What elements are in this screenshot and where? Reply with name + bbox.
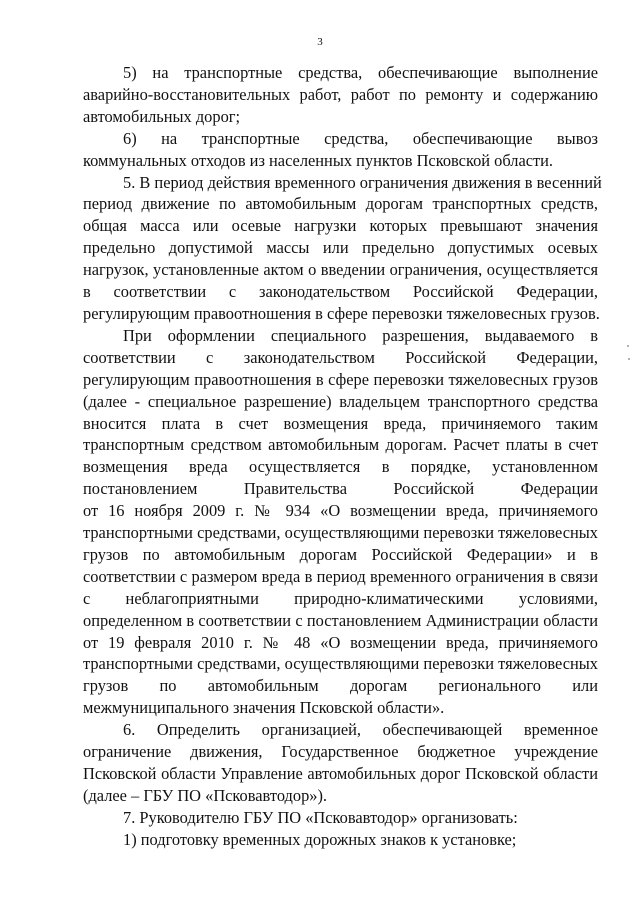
text-line: от 16 ноября 2009 г. № 934 «О возмещении вреда, причиняемого bbox=[83, 501, 598, 521]
text-line: (далее – ГБУ ПО «Псковавтодор»). bbox=[83, 785, 328, 805]
text-line: возмещения вреда осуществляется в порядке, установленном bbox=[83, 457, 598, 477]
text-line: 5) на транспортные средства, обеспечивающие выполнение bbox=[123, 63, 598, 82]
text-line: вносится плата в счет возмещения вреда, причиняемого таким bbox=[83, 413, 598, 433]
text-line: При оформлении специального разрешения, выдаваемого в bbox=[123, 325, 598, 345]
text-line: с неблагоприятными природно-климатическими условиями, bbox=[83, 588, 598, 608]
text-line: от 19 февраля 2010 г. № 48 «О возмещении вреда, причиняемого bbox=[83, 632, 598, 652]
paragraph-clause-5 bbox=[83, 172, 602, 325]
text-line: постановлением Правительства Российской Федерации bbox=[83, 479, 598, 499]
text-line: грузов по автомобильным дорогам регионального или bbox=[83, 676, 598, 696]
text-line: регулирующим правоотношения в сфере перевозки тяжеловесных грузов. bbox=[83, 303, 600, 323]
text-line: межмуниципального значения Псковской области». bbox=[83, 698, 445, 718]
document-body bbox=[83, 62, 602, 851]
text-line: соответствии с размером вреда в период временного ограничения в связи bbox=[83, 566, 598, 586]
text-line: автомобильных дорог; bbox=[83, 106, 241, 126]
text-line: транспортным средством автомобильным дорогам. Расчет платы в счет bbox=[83, 435, 598, 455]
text-line: регулирующим правоотношения в сфере перевозки тяжеловесных грузов bbox=[83, 369, 598, 389]
text-line: определенном в соответствии с постановлением Администрации области bbox=[83, 610, 598, 630]
paragraph-item-6-waste-transport bbox=[83, 128, 598, 172]
text-line: транспортными средствами, осуществляющими перевозки тяжеловесных bbox=[83, 654, 598, 674]
text-line: нагрузок, установленные актом о введении ограничения, осуществляется bbox=[83, 260, 598, 280]
paragraph-clause-7-item-1 bbox=[83, 829, 598, 851]
text-line: период движение по автомобильным дорогам транспортных средств, bbox=[83, 194, 598, 214]
text-line: транспортными средствами, осуществляющими перевозки тяжеловесных bbox=[83, 523, 598, 543]
text-line: (далее - специальное разрешение) владельцем транспортного средства bbox=[83, 391, 598, 411]
text-line: аварийно-восстановительных работ, работ по ремонту и содержанию bbox=[83, 84, 598, 104]
text-line: ограничение движения, Государственное бюджетное учреждение bbox=[83, 742, 598, 762]
text-line: в соответствии с законодательством Российской Федерации, bbox=[83, 282, 598, 302]
text-line: 1) подготовку временных дорожных знаков к установке; bbox=[123, 829, 517, 849]
paragraph-clause-6 bbox=[83, 719, 598, 807]
text-line: 6) на транспортные средства, обеспечивающие вывоз bbox=[123, 128, 598, 148]
text-line: коммунальных отходов из населенных пунктов Псковской области. bbox=[83, 150, 554, 170]
paragraph-item-5-transport-repair bbox=[83, 62, 598, 128]
page-number: 3 bbox=[317, 36, 323, 48]
paragraph-clause-7 bbox=[83, 807, 598, 829]
scan-speck bbox=[627, 345, 629, 347]
paragraph-special-permit bbox=[83, 325, 598, 719]
text-line: 7. Руководителю ГБУ ПО «Псковавтодор» организовать: bbox=[123, 807, 518, 827]
text-line: Псковской области Управление автомобильных дорог Псковской области bbox=[83, 764, 598, 783]
text-line: предельно допустимой массы или предельно допустимых осевых bbox=[83, 238, 598, 258]
text-line: 5. В период действия временного ограничения движения в весенний bbox=[123, 172, 602, 192]
scan-speck bbox=[628, 358, 630, 360]
text-line: 6. Определить организацией, обеспечивающей временное bbox=[123, 720, 598, 740]
text-line: грузов по автомобильным дорогам Российской Федерации» и в bbox=[83, 544, 598, 564]
text-line: общая масса или осевые нагрузки которых превышают значения bbox=[83, 216, 598, 236]
text-line: соответствии с законодательством Российской Федерации, bbox=[83, 347, 598, 367]
